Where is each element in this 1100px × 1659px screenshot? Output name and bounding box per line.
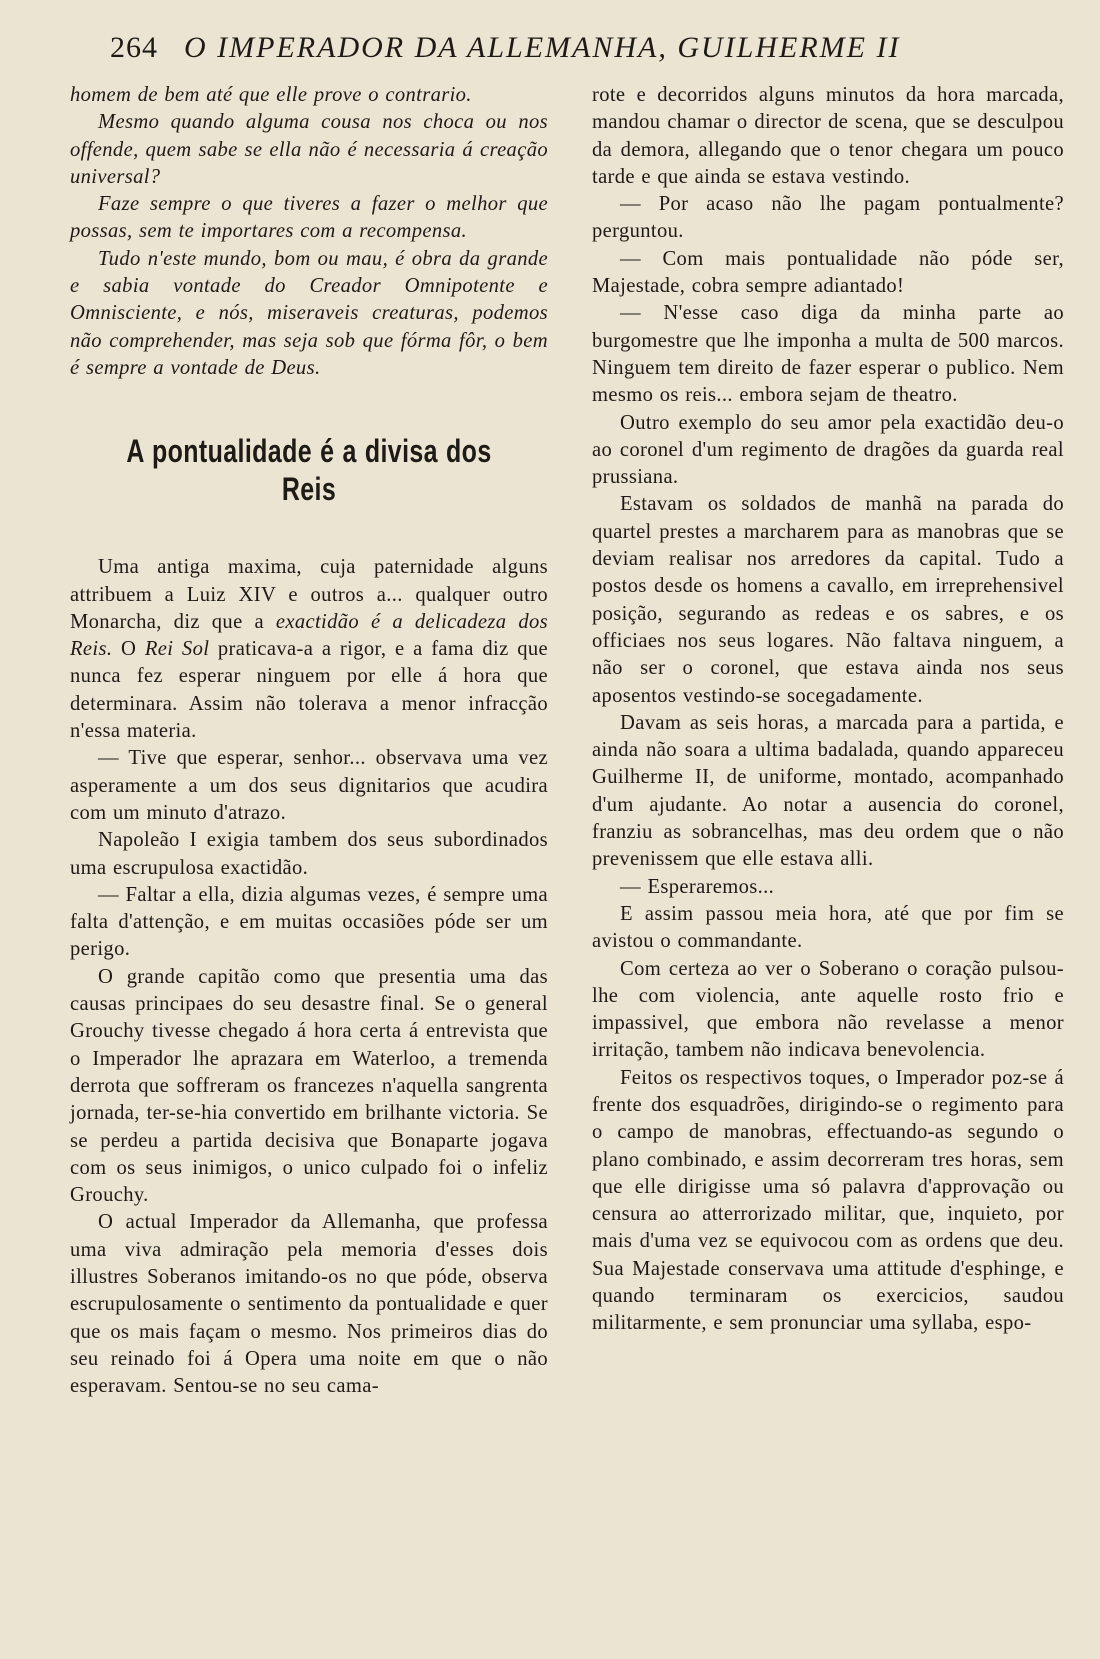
section-title: A pontualidade é a divisa dos Reis — [126, 433, 492, 508]
left-body — [70, 554, 548, 1400]
body-paragraph: — Por acaso não lhe pagam pontualmente? perguntou. — [592, 193, 1064, 243]
running-title: O IMPERADOR DA ALLEMANHA, GUILHERME II — [184, 31, 901, 64]
body-paragraph: — Com mais pontualidade não póde ser, Majestade, cobra sempre adiantado! — [592, 247, 1064, 298]
body-paragraph: E assim passou meia hora, até que por fim se avistou o commandante. — [592, 902, 1064, 953]
intro-italic-block — [70, 82, 548, 382]
page-number: 264 — [110, 31, 158, 64]
right-column — [592, 82, 1064, 1338]
body-paragraph: — Tive que esperar, senhor... observava uma vez asperamente a um dos seus dignitarios que acudira com um minuto d'atrazo. — [70, 747, 548, 824]
text-run: O — [112, 638, 145, 661]
body-paragraph: Outro exemplo do seu amor pela exactidão deu-o ao coronel d'um regimento de dragões da guarda real prussiana. — [592, 411, 1064, 489]
italic-name: Rei Sol — [144, 638, 210, 661]
body-paragraph: Feitos os respectivos toques, o Imperador poz-se á frente dos esquadrões, dirigindo-se o regimento para o campo de manobras, effectuando-as segundo o plano combinado, e assim decorreram tres horas, sem que elle dirigisse uma só palavra d'approvação ou censura ao atterrorizado militar, que, inquieto, por mais d'uma vez se equivocou com as ordens que deu. Sua Majestade conservava uma attitude d'esphinge, e quando terminaram os exercicios, saudou militarmente, e sem pronunciar uma syllaba, espo- — [592, 1066, 1064, 1335]
intro-paragraph: Tudo n'este mundo, bom ou mau, é obra da grande e sabia vontade do Creador Omnipotente e Omnisciente, e nós, miseraveis creaturas, podemos não comprehender, mas seja sob que fórma fôr, o bem é sempre a vontade de Deus. — [70, 247, 548, 379]
text-run: Uma antiga maxima, cuja paternidade alguns attribuem a Luiz XIV e outros a... qualquer outro Monarcha, diz que a — [70, 556, 548, 633]
body-paragraph: Davam as seis horas, a marcada para a partida, e ainda não soara a ultima badalada, quando appareceu Guilherme II, de uniforme, montado, acompanhado d'um ajudante. Ao notar a ausencia do coronel, franziu as sobrancelhas, mas deu ordem que o não prevenissem que elle estava alli. — [592, 711, 1064, 871]
left-column — [70, 82, 548, 1400]
intro-paragraph: homem de bem até que elle prove o contrario. — [70, 84, 472, 106]
body-paragraph: rote e decorridos alguns minutos da hora marcada, mandou chamar o director de scena, que se desculpou da demora, allegando que o tenor chegara um pouco tarde e que ainda se estava vestindo. — [592, 84, 1064, 188]
page-header — [110, 28, 960, 68]
body-paragraph: — N'esse caso diga da minha parte ao burgomestre que lhe imponha a multa de 500 marcos. Ninguem tem direito de fazer esperar o publico. Nem mesmo os reis... embora sejam de theatro. — [592, 302, 1064, 407]
body-paragraph: O actual Imperador da Allemanha, que professa uma viva admiração pela memoria d'esses dois illustres Soberanos imitando-os no que póde, observa escrupulosamente o sentimento da pontualidade e quer que os mais façam o mesmo. Nos primeiros dias do seu reinado foi á Opera uma noite em que o não esperavam. Sentou-se no seu cama- — [70, 1211, 548, 1398]
body-paragraph: O grande capitão como que presentia uma das causas principaes do seu desastre final. Se o general Grouchy tivesse chegado á hora certa á entrevista que o Imperador lhe aprazara em Waterloo, a tremenda derrota que soffreram os francezes n'aquella sangrenta jornada, ter-se-hia convertido em brilhante victoria. Se se perdeu a partida decisiva que Bonaparte jogava com os seus inimigos, o unico culpado foi o infeliz Grouchy. — [70, 965, 548, 1207]
text-run: praticava-a a rigor, e a fama diz que nunca fez esperar ninguem por elle á hora que determinara. Assim não tolerava a menor infracção n'essa materia. — [70, 638, 548, 743]
body-paragraph: — Esperaremos... — [620, 875, 775, 898]
body-paragraph: — Faltar a ella, dizia algumas vezes, é sempre uma falta d'attenção, e em muitas occasiões póde ser um perigo. — [70, 883, 548, 961]
body-paragraph: Com certeza ao ver o Soberano o coração pulsou-lhe com violencia, ante aquelle rosto frio e impassivel, que embora não revelasse a menor irritação, tambem não indicava benevolencia. — [592, 957, 1064, 1062]
body-paragraph — [70, 554, 548, 745]
body-paragraph: Estavam os soldados de manhã na parada do quartel prestes a marcharem para as manobras que se deviam realisar nos arredores da capital. Tudo a postos desde os homens a cavallo, em irreprehensivel posição, segurando as redeas e os sabres, e os officiaes nos seus logares. Não faltava ninguem, a não ser o coronel, que estava ainda nos seus aposentos vestindo-se socegadamente. — [592, 493, 1064, 707]
intro-paragraph: Mesmo quando alguma cousa nos choca ou nos offende, quem sabe se ella não é necessaria á creação universal? — [70, 111, 548, 188]
body-paragraph: Napoleão I exigia tambem dos seus subordinados uma escrupulosa exactidão. — [70, 829, 548, 879]
intro-paragraph: Faze sempre o que tiveres a fazer o melhor que possas, sem te importares com a recompensa. — [70, 193, 548, 243]
italic-quote: exactidão é a delicadeza dos Reis. — [70, 610, 548, 661]
